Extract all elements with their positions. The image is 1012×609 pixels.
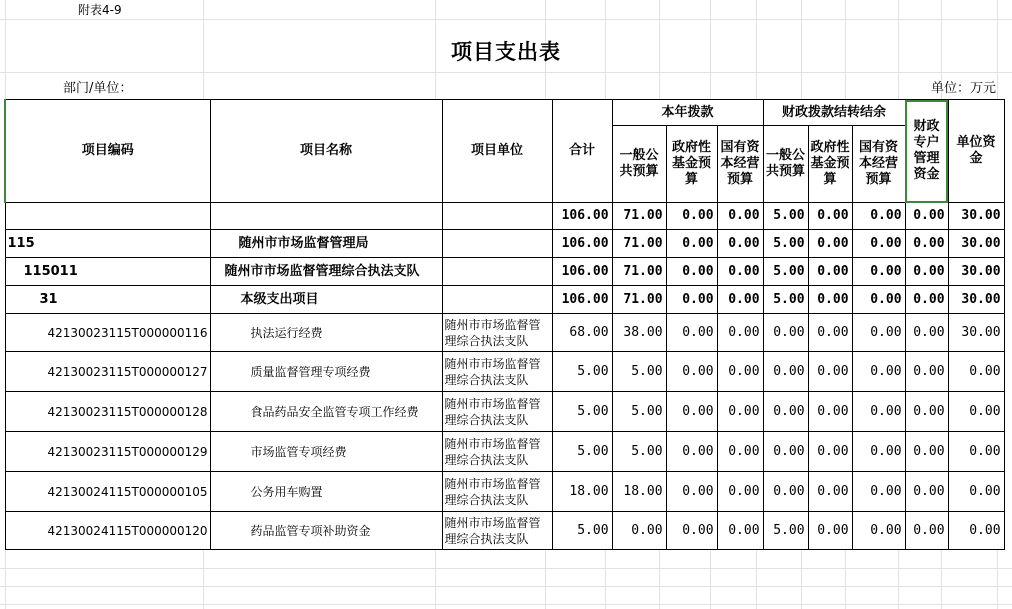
cell-c1[interactable]: 0.00: [612, 512, 666, 550]
cell-name[interactable]: 质量监督管理专项经费: [210, 352, 442, 392]
cell-c8[interactable]: 0.00: [948, 512, 1004, 550]
cell-c1[interactable]: 18.00: [612, 472, 666, 512]
cell-c5[interactable]: 0.00: [808, 472, 852, 512]
header-carry-gov-fund[interactable]: 政府性基金预算: [808, 126, 852, 203]
cell-c5[interactable]: 0.00: [808, 432, 852, 472]
cell-c3[interactable]: 0.00: [717, 512, 763, 550]
cell-c7[interactable]: 0.00: [905, 432, 948, 472]
cell-c7[interactable]: 0.00: [905, 352, 948, 392]
header-total[interactable]: 合计: [552, 100, 612, 203]
cell-unit[interactable]: 随州市市场监督管理综合执法支队: [442, 432, 552, 472]
cell-unit[interactable]: [442, 258, 552, 286]
project-expenditure-table: [4, 99, 1005, 550]
cell-c7[interactable]: 0.00: [905, 472, 948, 512]
table-row: [5, 392, 1004, 432]
cell-c7[interactable]: 0.00: [905, 512, 948, 550]
cell-c1[interactable]: 5.00: [612, 352, 666, 392]
cell-code[interactable]: [5, 203, 210, 230]
cell-c4[interactable]: 5.00: [763, 286, 808, 314]
cell-c4[interactable]: 5.00: [763, 203, 808, 230]
cell-c3[interactable]: 0.00: [717, 432, 763, 472]
table-row: [5, 352, 1004, 392]
cell-unit[interactable]: [442, 230, 552, 258]
cell-c6[interactable]: 0.00: [852, 392, 905, 432]
appendix-label: 附表4-9: [78, 3, 122, 17]
cell-c6[interactable]: 0.00: [852, 352, 905, 392]
table-row: [5, 230, 1004, 258]
header-carry-state-capital[interactable]: 国有资本经营预算: [852, 126, 905, 203]
table-row: [5, 286, 1004, 314]
cell-c1[interactable]: 71.00: [612, 230, 666, 258]
cell-c1[interactable]: 71.00: [612, 203, 666, 230]
cell-code[interactable]: 42130023115T000000129: [5, 432, 210, 472]
header-general-budget[interactable]: 一般公共预算: [612, 126, 666, 203]
cell-total[interactable]: 106.00: [552, 258, 612, 286]
cell-c1[interactable]: 5.00: [612, 392, 666, 432]
cell-c4[interactable]: 0.00: [763, 352, 808, 392]
cell-c4[interactable]: 5.00: [763, 512, 808, 550]
cell-c2[interactable]: 0.00: [666, 352, 717, 392]
cell-code[interactable]: 42130023115T000000127: [5, 352, 210, 392]
cell-c2[interactable]: 0.00: [666, 472, 717, 512]
cell-c6[interactable]: 0.00: [852, 203, 905, 230]
table-row: [5, 432, 1004, 472]
table-row: [5, 203, 1004, 230]
cell-unit[interactable]: 随州市市场监督管理综合执法支队: [442, 314, 552, 352]
cell-c7[interactable]: 0.00: [905, 203, 948, 230]
cell-c4[interactable]: 5.00: [763, 230, 808, 258]
cell-unit[interactable]: [442, 203, 552, 230]
cell-c6[interactable]: 0.00: [852, 472, 905, 512]
header-group-carryover[interactable]: 财政拨款结转结余: [763, 100, 905, 126]
department-label: 部门/单位：: [63, 81, 133, 96]
cell-c1[interactable]: 71.00: [612, 258, 666, 286]
cell-c4[interactable]: 0.00: [763, 472, 808, 512]
cell-name[interactable]: 药品监管专项补助资金: [210, 512, 442, 550]
cell-unit[interactable]: 随州市市场监督管理综合执法支队: [442, 392, 552, 432]
cell-c5[interactable]: 0.00: [808, 203, 852, 230]
header-group-current-year[interactable]: 本年拨款: [612, 100, 763, 126]
cell-c7[interactable]: 0.00: [905, 314, 948, 352]
cell-c3[interactable]: 0.00: [717, 472, 763, 512]
page-title: 项目支出表: [451, 40, 561, 64]
cell-c6[interactable]: 0.00: [852, 314, 905, 352]
cell-total[interactable]: 18.00: [552, 472, 612, 512]
cell-c6[interactable]: 0.00: [852, 258, 905, 286]
cell-c5[interactable]: 0.00: [808, 286, 852, 314]
cell-c3[interactable]: 0.00: [717, 203, 763, 230]
cell-c7[interactable]: 0.00: [905, 258, 948, 286]
table-row: [5, 472, 1004, 512]
cell-c5[interactable]: 0.00: [808, 392, 852, 432]
cell-c3[interactable]: 0.00: [717, 352, 763, 392]
cell-total[interactable]: 106.00: [552, 230, 612, 258]
cell-total[interactable]: 106.00: [552, 286, 612, 314]
cell-c8[interactable]: 30.00: [948, 203, 1004, 230]
header-name[interactable]: 项目名称: [210, 100, 442, 203]
cell-code[interactable]: 42130024115T000000105: [5, 472, 210, 512]
cell-c2[interactable]: 0.00: [666, 432, 717, 472]
cell-c8[interactable]: 0.00: [948, 352, 1004, 392]
cell-name[interactable]: 公务用车购置: [210, 472, 442, 512]
cell-total[interactable]: 5.00: [552, 432, 612, 472]
cell-c2[interactable]: 0.00: [666, 286, 717, 314]
cell-c3[interactable]: 0.00: [717, 392, 763, 432]
cell-code[interactable]: 42130023115T000000116: [5, 314, 210, 352]
cell-unit[interactable]: 随州市市场监督管理综合执法支队: [442, 512, 552, 550]
cell-c3[interactable]: 0.00: [717, 258, 763, 286]
cell-c5[interactable]: 0.00: [808, 314, 852, 352]
cell-unit[interactable]: 随州市市场监督管理综合执法支队: [442, 352, 552, 392]
cell-c3[interactable]: 0.00: [717, 286, 763, 314]
table-row: [5, 258, 1004, 286]
cell-c8[interactable]: 30.00: [948, 230, 1004, 258]
cell-c2[interactable]: 0.00: [666, 203, 717, 230]
cell-c6[interactable]: 0.00: [852, 286, 905, 314]
cell-total[interactable]: 68.00: [552, 314, 612, 352]
cell-c6[interactable]: 0.00: [852, 230, 905, 258]
cell-c2[interactable]: 0.00: [666, 258, 717, 286]
cell-c2[interactable]: 0.00: [666, 314, 717, 352]
cell-c7[interactable]: 0.00: [905, 392, 948, 432]
cell-c1[interactable]: 38.00: [612, 314, 666, 352]
cell-name[interactable]: 随州市市场监督管理综合执法支队: [210, 258, 442, 286]
header-carry-general-budget[interactable]: 一般公共预算: [763, 126, 808, 203]
cell-name[interactable]: 市场监管专项经费: [210, 432, 442, 472]
cell-c5[interactable]: 0.00: [808, 512, 852, 550]
table-row: [5, 512, 1004, 550]
cell-c8[interactable]: 0.00: [948, 472, 1004, 512]
cell-c2[interactable]: 0.00: [666, 512, 717, 550]
cell-code[interactable]: 115: [5, 230, 210, 258]
cell-name[interactable]: 食品药品安全监管专项工作经费: [210, 392, 442, 432]
header-state-capital[interactable]: 国有资本经营预算: [717, 126, 763, 203]
cell-c8[interactable]: 0.00: [948, 432, 1004, 472]
cell-name[interactable]: 本级支出项目: [210, 286, 442, 314]
cell-c6[interactable]: 0.00: [852, 512, 905, 550]
cell-c4[interactable]: 0.00: [763, 392, 808, 432]
cell-c5[interactable]: 0.00: [808, 352, 852, 392]
unit-label: 单位：万元: [931, 81, 997, 96]
cell-c2[interactable]: 0.00: [666, 392, 717, 432]
cell-c8[interactable]: 30.00: [948, 258, 1004, 286]
header-unit[interactable]: 项目单位: [442, 100, 552, 203]
header-code[interactable]: 项目编码: [5, 100, 210, 203]
cell-c4[interactable]: 0.00: [763, 314, 808, 352]
cell-c7[interactable]: 0.00: [905, 286, 948, 314]
cell-total[interactable]: 5.00: [552, 512, 612, 550]
cell-c2[interactable]: 0.00: [666, 230, 717, 258]
cell-code[interactable]: 42130024115T000000120: [5, 512, 210, 550]
cell-total[interactable]: 5.00: [552, 392, 612, 432]
cell-c8[interactable]: 30.00: [948, 314, 1004, 352]
cell-c7[interactable]: 0.00: [905, 230, 948, 258]
cell-code[interactable]: 42130023115T000000128: [5, 392, 210, 432]
cell-unit[interactable]: [442, 286, 552, 314]
cell-c8[interactable]: 0.00: [948, 392, 1004, 432]
cell-c5[interactable]: 0.00: [808, 258, 852, 286]
cell-c6[interactable]: 0.00: [852, 432, 905, 472]
cell-total[interactable]: 5.00: [552, 352, 612, 392]
cell-c3[interactable]: 0.00: [717, 314, 763, 352]
cell-c4[interactable]: 0.00: [763, 432, 808, 472]
cell-c5[interactable]: 0.00: [808, 230, 852, 258]
header-special-account[interactable]: 财政专户管理资金: [905, 100, 948, 203]
cell-c8[interactable]: 30.00: [948, 286, 1004, 314]
cell-unit[interactable]: 随州市市场监督管理综合执法支队: [442, 472, 552, 512]
cell-c3[interactable]: 0.00: [717, 230, 763, 258]
cell-c1[interactable]: 5.00: [612, 432, 666, 472]
cell-code[interactable]: 31: [5, 286, 210, 314]
header-unit-funds[interactable]: 单位资金: [948, 100, 1004, 203]
header-gov-fund[interactable]: 政府性基金预算: [666, 126, 717, 203]
cell-c1[interactable]: 71.00: [612, 286, 666, 314]
cell-total[interactable]: 106.00: [552, 203, 612, 230]
table-row: [5, 314, 1004, 352]
cell-name[interactable]: 随州市市场监督管理局: [210, 230, 442, 258]
cell-c4[interactable]: 5.00: [763, 258, 808, 286]
cell-name[interactable]: 执法运行经费: [210, 314, 442, 352]
cell-code[interactable]: 115011: [5, 258, 210, 286]
cell-name[interactable]: [210, 203, 442, 230]
